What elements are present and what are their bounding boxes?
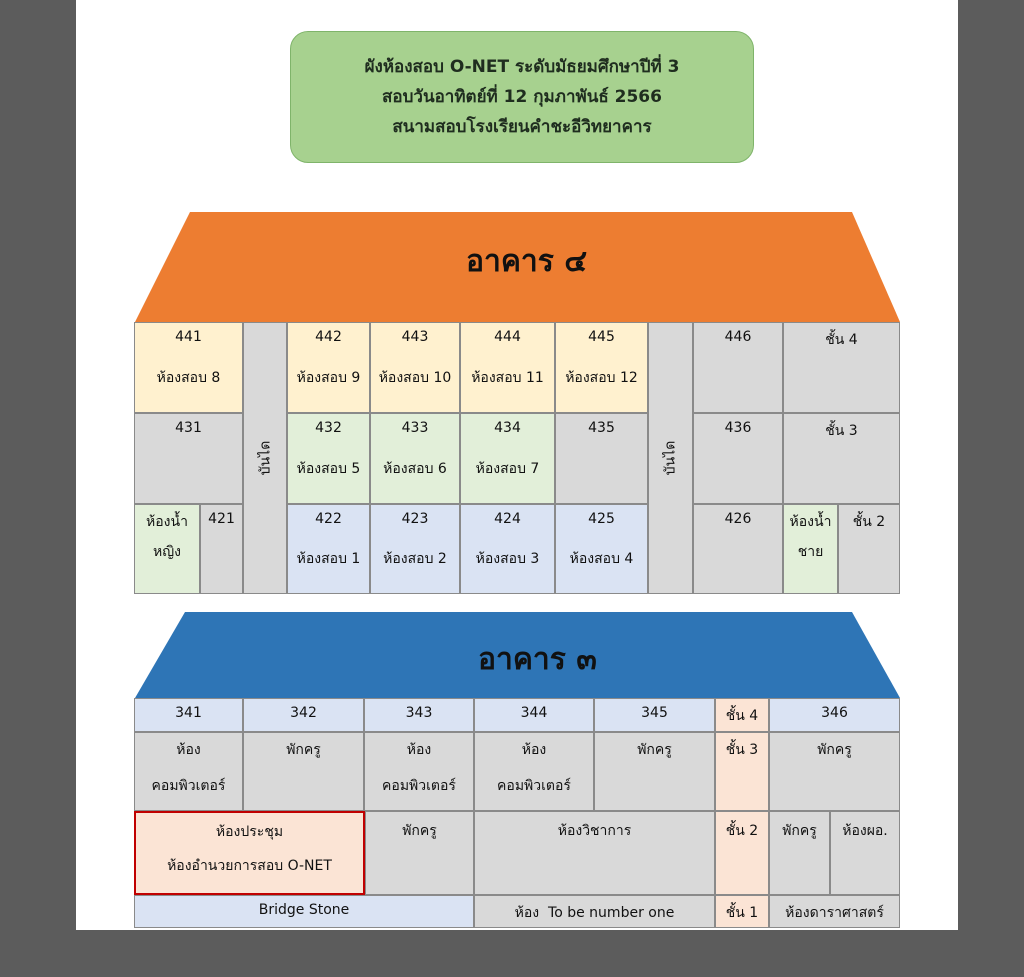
room-label: Bridge Stone bbox=[258, 902, 350, 918]
floor-1-label-cell bbox=[715, 895, 769, 928]
room-number: 433 bbox=[401, 420, 429, 436]
teacher-room-f2 bbox=[365, 811, 474, 895]
room-number: 443 bbox=[401, 329, 429, 345]
room-label: ห้องดาราศาสตร์ bbox=[785, 905, 884, 921]
room-341-number bbox=[134, 698, 243, 732]
room-442 bbox=[287, 322, 370, 413]
floor-4-label-cell bbox=[783, 322, 900, 413]
room-421 bbox=[200, 504, 243, 594]
room-422 bbox=[287, 504, 370, 594]
room-342 bbox=[243, 732, 364, 811]
exam-room-label: ห้องสอบ 1 bbox=[296, 551, 361, 567]
room-label: พักครู bbox=[402, 823, 437, 839]
room-435 bbox=[555, 413, 648, 504]
room-346-number bbox=[769, 698, 900, 732]
exam-room-label: ห้องสอบ 7 bbox=[475, 461, 540, 477]
room-346 bbox=[769, 732, 900, 811]
floor-label: ชั้น 3 bbox=[725, 742, 759, 758]
building-3-title: อาคาร ๓ bbox=[478, 642, 597, 677]
exam-room-label: ห้องสอบ 2 bbox=[383, 551, 447, 567]
room-number: 435 bbox=[588, 420, 615, 436]
floor-label: ชั้น 4 bbox=[725, 708, 759, 724]
exam-room-label: ห้องสอบ 10 bbox=[378, 370, 452, 386]
teacher-room-f2-right bbox=[769, 811, 830, 895]
room-number: 425 bbox=[588, 511, 615, 527]
restroom-female bbox=[134, 504, 200, 594]
exam-room-label: ห้องสอบ 5 bbox=[296, 461, 361, 477]
room-423 bbox=[370, 504, 460, 594]
stairs-left bbox=[243, 322, 287, 594]
room-label: พักครู bbox=[637, 742, 672, 758]
room-label: พักครู bbox=[817, 742, 852, 758]
room-label: พักครู bbox=[782, 823, 817, 839]
room-number: 341 bbox=[175, 705, 202, 721]
room-number: 445 bbox=[588, 329, 615, 345]
exam-room-label: ห้องสอบ 8 bbox=[156, 370, 221, 386]
room-436 bbox=[693, 413, 783, 504]
room-342-number bbox=[243, 698, 364, 732]
floor-label: ชั้น 2 bbox=[852, 514, 886, 530]
room-line-2: คอมพิวเตอร์ bbox=[151, 778, 226, 794]
room-number: 446 bbox=[724, 329, 752, 345]
room-number: 344 bbox=[520, 705, 548, 721]
room-343 bbox=[364, 732, 474, 811]
room-446 bbox=[693, 322, 783, 413]
room-345 bbox=[594, 732, 715, 811]
room-444 bbox=[460, 322, 555, 413]
room-424 bbox=[460, 504, 555, 594]
exam-room-label: ห้องสอบ 12 bbox=[565, 370, 638, 386]
floor-4-label-cell bbox=[715, 698, 769, 732]
room-number: 434 bbox=[494, 420, 521, 436]
floor-label: ชั้น 1 bbox=[725, 905, 759, 921]
stairs-right bbox=[648, 322, 693, 594]
floor-label: ชั้น 2 bbox=[725, 823, 759, 839]
room-344 bbox=[474, 732, 594, 811]
room-label: ห้องผอ. bbox=[842, 823, 888, 839]
exam-room-label: ห้องสอบ 4 bbox=[569, 551, 634, 567]
bridge-stone bbox=[134, 895, 474, 928]
room-number: 441 bbox=[175, 329, 202, 345]
room-number: 421 bbox=[208, 511, 235, 527]
room-434 bbox=[460, 413, 555, 504]
room-number: 345 bbox=[641, 705, 668, 721]
room-433 bbox=[370, 413, 460, 504]
to-be-number-one-room bbox=[474, 895, 715, 928]
room-426 bbox=[693, 504, 783, 594]
room-label: ห้อง To be number one bbox=[514, 905, 675, 921]
room-number: 426 bbox=[724, 511, 752, 527]
stairs-label: บันได bbox=[662, 440, 679, 476]
title-line-1: ผังห้องสอบ O-NET ระดับมัธยมศึกษาปีที่ 3 bbox=[364, 57, 680, 77]
room-number: 431 bbox=[175, 420, 202, 436]
floor-2-label-cell bbox=[715, 811, 769, 895]
restroom-line-2: หญิง bbox=[153, 544, 181, 560]
room-line-2: คอมพิวเตอร์ bbox=[382, 778, 456, 794]
exam-room-label: ห้องสอบ 3 bbox=[475, 551, 540, 567]
meeting-room-exam-office bbox=[134, 811, 365, 895]
room-number: 342 bbox=[290, 705, 317, 721]
room-label: ห้องวิชาการ bbox=[557, 823, 632, 839]
room-445 bbox=[555, 322, 648, 413]
exam-room-label: ห้องสอบ 9 bbox=[296, 370, 361, 386]
meeting-line-1: ห้องประชุม bbox=[215, 824, 284, 840]
stairs-label: บันได bbox=[257, 440, 273, 476]
floor-2-label-cell bbox=[838, 504, 900, 594]
exam-room-label: ห้องสอบ 11 bbox=[471, 370, 544, 386]
floor-label: ชั้น 4 bbox=[825, 332, 858, 348]
director-room bbox=[830, 811, 900, 895]
room-431 bbox=[134, 413, 243, 504]
restroom-line-1: ห้องน้ำ bbox=[146, 514, 188, 530]
room-line-1: ห้อง bbox=[406, 742, 432, 758]
room-341 bbox=[134, 732, 243, 811]
academic-room bbox=[474, 811, 715, 895]
restroom-line-2: ชาย bbox=[797, 544, 824, 560]
restroom-male bbox=[783, 504, 838, 594]
room-number: 442 bbox=[315, 329, 342, 345]
title-line-2: สอบวันอาทิตย์ที่ 12 กุมภาพันธ์ 2566 bbox=[382, 87, 662, 107]
meeting-line-2: ห้องอำนวยการสอบ O-NET bbox=[167, 858, 332, 874]
room-line-1: ห้อง bbox=[176, 742, 201, 758]
room-345-number bbox=[594, 698, 715, 732]
floor-label: ชั้น 3 bbox=[825, 423, 858, 439]
room-line-2: คอมพิวเตอร์ bbox=[497, 778, 571, 794]
exam-room-label: ห้องสอบ 6 bbox=[383, 461, 447, 477]
floor-3-label-cell bbox=[783, 413, 900, 504]
room-number: 346 bbox=[821, 705, 848, 721]
room-344-number bbox=[474, 698, 594, 732]
astronomy-room bbox=[769, 895, 900, 928]
floor-3-label-cell bbox=[715, 732, 769, 811]
room-number: 432 bbox=[315, 420, 342, 436]
title-line-3: สนามสอบโรงเรียนคำชะอีวิทยาคาร bbox=[392, 117, 652, 137]
restroom-line-1: ห้องน้ำ bbox=[789, 514, 832, 530]
room-443 bbox=[370, 322, 460, 413]
room-425 bbox=[555, 504, 648, 594]
room-number: 424 bbox=[494, 511, 521, 527]
room-number: 423 bbox=[401, 511, 429, 527]
building-4-title: อาคาร ๔ bbox=[466, 244, 588, 279]
room-label: พักครู bbox=[286, 742, 321, 758]
room-number: 444 bbox=[494, 329, 521, 345]
room-number: 343 bbox=[405, 705, 433, 721]
room-432 bbox=[287, 413, 370, 504]
room-441 bbox=[134, 322, 243, 413]
room-number: 436 bbox=[724, 420, 752, 436]
room-number: 422 bbox=[315, 511, 342, 527]
room-line-1: ห้อง bbox=[521, 742, 547, 758]
room-343-number bbox=[364, 698, 474, 732]
